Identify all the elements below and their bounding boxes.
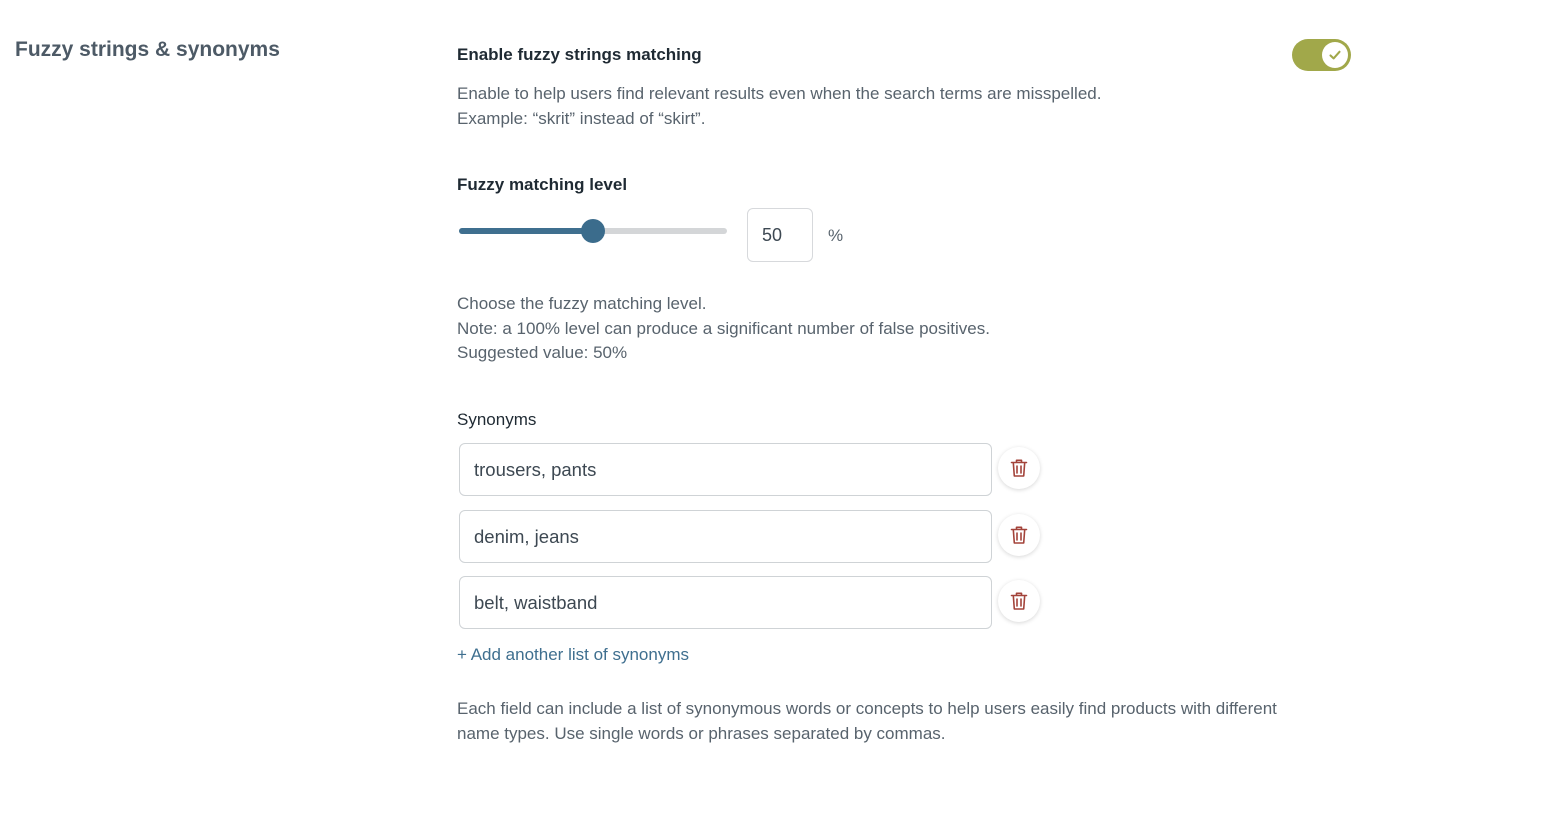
trash-icon [1010,525,1028,545]
delete-synonym-button[interactable] [998,514,1040,556]
fuzzy-description-line: Example: “skrit” instead of “skirt”. [457,108,706,128]
fuzzy-level-help-line: Note: a 100% level can produce a significant number of false positives. [457,318,990,338]
fuzzy-level-label: Fuzzy matching level [457,175,628,194]
synonyms-help [457,697,1277,746]
slider-thumb[interactable] [581,219,605,243]
settings-column [457,0,1357,818]
synonym-input[interactable] [459,576,992,629]
fuzzy-level-slider[interactable] [459,218,727,244]
fuzzy-enable-toggle[interactable] [1292,39,1351,71]
toggle-knob [1322,42,1348,68]
fuzzy-description [457,82,1101,131]
add-synonym-list-link[interactable]: + Add another list of synonyms [457,645,689,664]
synonym-input[interactable] [459,443,992,496]
trash-icon [1010,591,1028,611]
fuzzy-description-line: Enable to help users find relevant results even when the search terms are misspelled. [457,84,1102,103]
section-title: Fuzzy strings & synonyms [15,38,280,61]
delete-synonym-button[interactable] [998,580,1040,622]
fuzzy-level-input[interactable] [747,208,813,262]
synonym-row [459,510,1041,563]
synonyms-help-line: name types. Use single words or phrases separated by commas. [457,723,946,743]
delete-synonym-button[interactable] [998,447,1040,489]
fuzzy-enable-label: Enable fuzzy strings matching [457,45,702,64]
synonyms-help-line: Each field can include a list of synonymous words or concepts to help users easily find products with different [457,699,1277,718]
fuzzy-level-help [457,292,990,366]
trash-icon [1010,458,1028,478]
synonyms-label: Synonyms [457,410,537,429]
check-icon [1328,48,1342,62]
synonym-input[interactable] [459,510,992,563]
synonym-row [459,576,1041,629]
fuzzy-level-unit: % [828,226,844,245]
fuzzy-level-help-line: Choose the fuzzy matching level. [457,294,707,313]
synonym-row [459,443,1041,496]
fuzzy-level-help-line: Suggested value: 50% [457,343,628,362]
slider-fill [459,228,593,234]
